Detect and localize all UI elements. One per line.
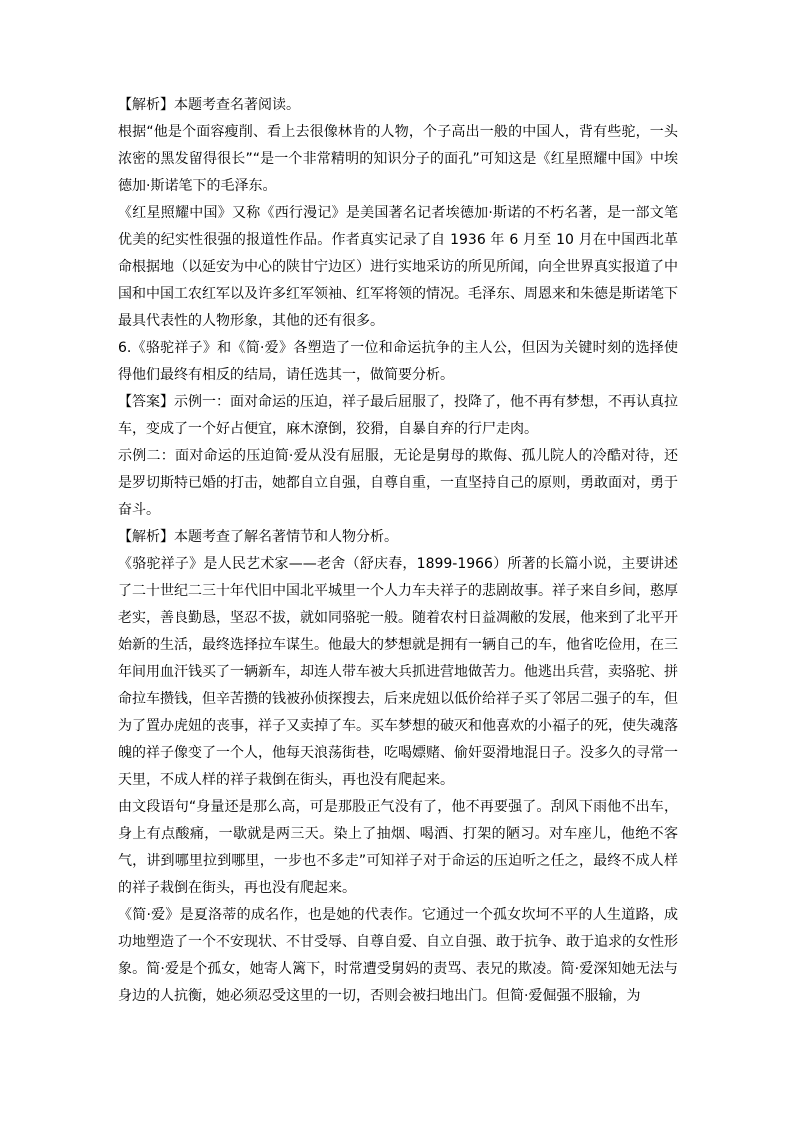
camel-xiangzi-summary-paragraph: 《骆驼祥子》是人民艺术家——老舍（舒庆春，1899-1966）所著的长篇小说，主要讲述了二十世纪二三十年代旧中国北平城里一个人力车夫祥子的悲剧故事。祥子来自乡间，憨厚老实，善良勤恳，坚忍不拔，就如同骆驼一般。随着农村日益凋敝的发展，他来到了北平开始新的生活，最终选择拉车谋生。他最大的梦想就是拥有一辆自己的车，他省吃俭用，在三年间用血汗钱买了一辆新车，却连人带车被大兵抓进营地做苦力。他逃出兵营，卖骆驼、拼命拉车攒钱，但辛苦攒的钱被孙侦探搜去，后来虎妞以低价给祥子买了邻居二强子的车，但为了置办虎妞的丧事，祥子又卖掉了车。买车梦想的破灭和他喜欢的小福子的死，使失魂落魄的祥子像变了一个人，他每天浪荡街巷，吃喝嫖赌、偷奸耍滑地混日子。没多久的寻常一天里，不成人样的祥子栽倒在街头，再也没有爬起来。 <box>118 556 678 788</box>
xiangzi-quote-analysis-paragraph: 由文段语句“身量还是那么高，可是那股正气没有了，他不再要强了。刮风下雨他不出车，身上有点酸痛，一歇就是两三天。染上了抽烟、喝酒、打架的陋习。对车座儿，他绝不客气，讲到哪里拉到哪里，一步也不多走”可知祥子对于命运的压迫听之任之，最终不成人样的祥子栽倒在街头，再也没有爬起来。 <box>118 799 678 896</box>
question-6-paragraph: 6.《骆驼祥子》和《简·爱》各塑造了一位和命运抗争的主人公，但因为关键时刻的选择使得他们最终有相反的结局，请任选其一，做简要分析。 <box>118 340 678 383</box>
document-body <box>118 92 678 1010</box>
red-star-background-paragraph: 《红星照耀中国》又称《西行漫记》是美国著名记者埃德加·斯诺的不朽名著，是一部文笔优美的纪实性很强的报道性作品。作者真实记录了自 1936 年 6 月至 10 月在中国西北革命根据地（以延安为中心的陕甘宁边区）进行实地采访的所见所闻，向全世界真实报道了中国和中国工农红军以及许多红军领袖、红军将领的情况。毛泽东、周恩来和朱德是斯诺笔下最具代表性的人物形象，其他的还有很多。 <box>118 205 678 329</box>
answer-example-1-paragraph: 【答案】示例一：面对命运的压迫，祥子最后屈服了，投降了，他不再有梦想，不再认真拉车，变成了一个好占便宜，麻木潦倒，狡猾，自暴自弃的行尸走肉。 <box>118 394 678 437</box>
analysis-intro-paragraph: 【解析】本题考查名著阅读。 <box>118 97 300 113</box>
answer-example-2-paragraph: 示例二：面对命运的压迫简·爱从没有屈服，无论是舅母的欺侮、孤儿院人的冷酷对待，还是罗切斯特已婚的打击，她都自立自强，自尊自重，一直坚持自己的原则，勇敢面对，勇于奋斗。 <box>118 448 678 518</box>
jane-eyre-summary-paragraph: 《简·爱》是夏洛蒂的成名作，也是她的代表作。它通过一个孤女坎坷不平的人生道路，成功地塑造了一个不安现状、不甘受辱、自尊自爱、自立自强、敢于抗争、敢于追求的女性形象。简·爱是个孤女，她寄人篱下，时常遭受舅妈的责骂、表兄的欺凌。简·爱深知她无法与身边的人抗衡，她必须忍受这里的一切，否则会被扫地出门。但简·爱倔强不服输，为 <box>118 907 678 1004</box>
analysis-heading-paragraph: 【解析】本题考查了解名著情节和人物分析。 <box>118 529 398 545</box>
quote-analysis-paragraph: 根据“他是个面容瘦削、看上去很像林肯的人物，个子高出一般的中国人，背有些驼，一头浓密的黑发留得很长”“是一个非常精明的知识分子的面孔”可知这是《红星照耀中国》中埃德加·斯诺笔下的毛泽东。 <box>118 124 678 194</box>
